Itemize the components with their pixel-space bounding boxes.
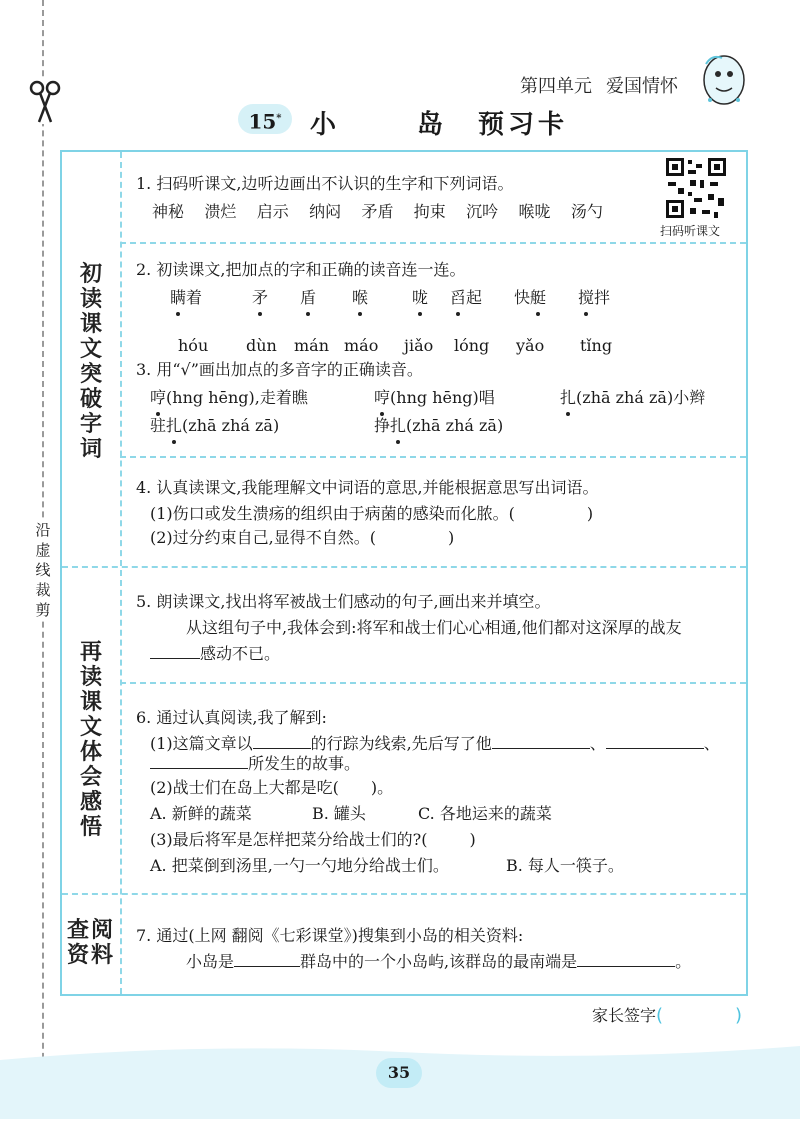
q6-item-2-option-b[interactable]: B. 罐头 — [312, 804, 366, 823]
row-divider — [120, 242, 746, 244]
section-text: 初读课文 突破字词 — [79, 262, 102, 462]
qr-label: 扫码听课文 — [660, 224, 721, 238]
parent-signature[interactable]: 家长签字( ) — [592, 1005, 743, 1026]
q3-item[interactable]: 哼(hng hēng)唱 — [374, 386, 495, 410]
q6-item-2-option-a[interactable]: A. 新鲜的蔬菜 — [150, 804, 252, 823]
q1-word: 神秘 — [152, 202, 185, 221]
q6-prompt: 6. 通过认真阅读,我了解到: — [136, 708, 327, 727]
lesson-title: 小 岛 — [310, 110, 480, 140]
q1-word: 拘束 — [413, 202, 446, 221]
q6-item-3-option-a[interactable]: A. 把菜倒到汤里,一勺一勺地分给战士们。 — [150, 856, 449, 875]
q1-word: 启示 — [256, 202, 289, 221]
q2-pinyin[interactable]: máo — [344, 336, 379, 355]
q3-item[interactable]: 挣扎(zhā zhá zā) — [374, 414, 503, 438]
q2-pinyin[interactable]: dùn — [246, 336, 277, 355]
column-divider — [120, 152, 122, 994]
qr-code[interactable] — [664, 156, 728, 220]
q1-word: 沉吟 — [466, 202, 499, 221]
row-divider — [120, 456, 746, 458]
lesson-mark: * — [276, 113, 282, 124]
card-name: 预习卡 — [478, 110, 569, 140]
q1-prompt: 1. 扫码听课文,边听边画出不认识的生字和下列词语。 — [136, 174, 514, 193]
q1-word: 汤勺 — [570, 202, 603, 221]
q7-line[interactable]: 小岛是 群岛中的一个小岛屿,该群岛的最南端是 。 — [186, 952, 692, 971]
unit-number: 第四单元 — [520, 76, 592, 97]
q1-words — [152, 200, 603, 224]
q2-char[interactable]: 快艇 — [514, 286, 546, 310]
q5-prompt: 5. 朗读课文,找出将军被战士们感动的句子,画出来并填空。 — [136, 592, 551, 611]
unit-theme: 爱国情怀 — [606, 76, 678, 97]
lesson-number-badge — [238, 104, 292, 134]
q3-prompt: 3. 用“√”画出加点的多音字的正确读音。 — [136, 360, 423, 379]
q4-item-1[interactable]: (1)伤口或发生溃疡的组织由于病菌的感染而化脓。( ) — [150, 504, 594, 523]
page-number: 35 — [376, 1058, 422, 1088]
row-divider — [120, 682, 746, 684]
q4-item-2[interactable]: (2)过分约束自己,显得不自然。( ) — [150, 528, 455, 547]
q2-pinyin[interactable]: lóng — [454, 336, 490, 355]
q5-line-2[interactable]: 感动不已。 — [150, 642, 280, 666]
section-text: 查阅资料 — [66, 918, 115, 968]
q1-word: 矛盾 — [361, 202, 394, 221]
q2-char[interactable]: 搅拌 — [578, 286, 610, 310]
q2-pinyin[interactable]: jiǎo — [404, 336, 434, 355]
q2-pinyin[interactable]: tǐng — [580, 336, 613, 355]
q4-prompt: 4. 认真读课文,我能理解文中词语的意思,并能根据意思写出词语。 — [136, 478, 599, 497]
section-divider — [62, 566, 746, 568]
q1-word: 喉咙 — [518, 202, 551, 221]
q2-pinyin[interactable]: mán — [294, 336, 330, 355]
q3-item[interactable]: 哼(hng hēng),走着瞧 — [150, 386, 308, 410]
cut-label: 沿虚线裁剪 — [30, 520, 56, 620]
section-label-research — [62, 918, 120, 968]
q1-word: 溃烂 — [204, 202, 237, 221]
q7-prompt: 7. 通过(上网 翻阅《七彩课堂》)搜集到小岛的相关资料: — [136, 926, 524, 945]
q3-item[interactable]: 扎(zhā zhá zā)小辫 — [560, 386, 705, 410]
parent-signature-label: 家长签字 — [592, 1006, 657, 1025]
q2-prompt: 2. 初读课文,把加点的字和正确的读音连一连。 — [136, 260, 466, 279]
q2-characters — [0, 286, 800, 310]
q1-word: 纳闷 — [309, 202, 342, 221]
q6-item-1-cont[interactable]: 所发生的故事。 — [150, 752, 360, 776]
q5-line-1: 从这组句子中,我体会到:将军和战士们心心相通,他们都对这深厚的战友 — [186, 618, 682, 637]
q6-item-2[interactable]: (2)战士们在岛上大都是吃( )。 — [150, 778, 394, 797]
q2-char[interactable]: 盾 — [300, 286, 316, 310]
q6-item-2-option-c[interactable]: C. 各地运来的蔬菜 — [418, 804, 552, 823]
section-divider — [62, 893, 746, 895]
q2-pinyin-row — [0, 334, 800, 358]
q3-item[interactable]: 驻扎(zhā zhá zā) — [150, 414, 279, 438]
q2-char[interactable]: 喉 — [352, 286, 368, 310]
q6-item-3[interactable]: (3)最后将军是怎样把菜分给战士们的?( ) — [150, 830, 476, 849]
q2-char[interactable]: 舀起 — [450, 286, 482, 310]
section-label-second-reading — [62, 640, 120, 840]
decorative-emblem-icon — [694, 50, 750, 114]
q2-char[interactable]: 瞒着 — [170, 286, 202, 310]
q2-char[interactable]: 矛 — [252, 286, 268, 310]
q2-pinyin[interactable]: yǎo — [516, 336, 545, 355]
unit-header — [520, 72, 692, 98]
section-text: 再读课文 体会感悟 — [79, 640, 102, 840]
q2-char[interactable]: 咙 — [412, 286, 428, 310]
q6-item-3-option-b[interactable]: B. 每人一筷子。 — [506, 856, 624, 875]
scissors-icon — [28, 80, 62, 124]
q2-pinyin[interactable]: hóu — [178, 336, 209, 355]
lesson-number: 15 — [248, 109, 277, 134]
q6-item-1[interactable]: (1)这篇文章以 的行踪为线索,先后写了他 、 、 — [150, 734, 720, 753]
